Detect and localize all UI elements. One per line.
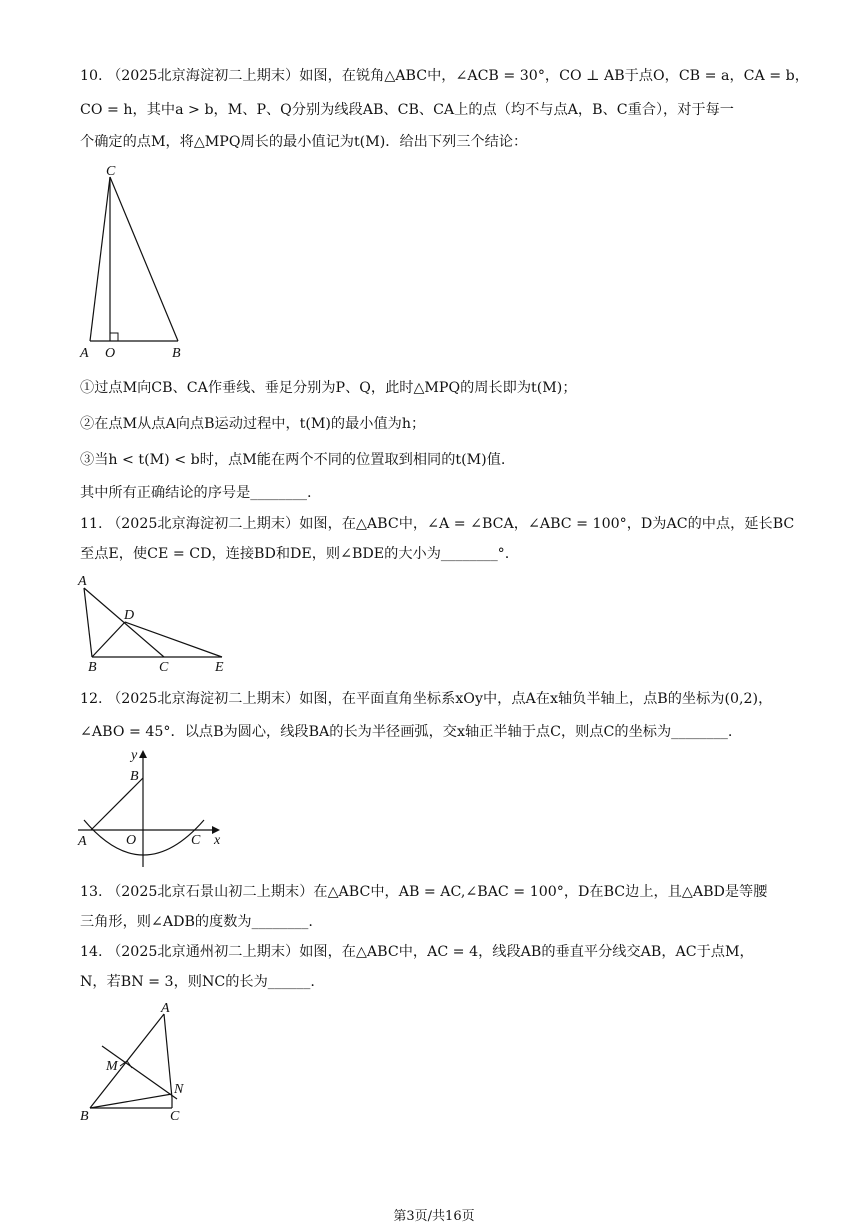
q14-label-b: B <box>80 1109 89 1124</box>
page-footer: 第3页/共16页 <box>393 1209 475 1224</box>
q13-line-1: 13. （2025北京石景山初二上期末）在△ABC中，AB = AC,∠BAC = 100°，D在BC边上，且△ABD是等腰 <box>80 884 768 900</box>
q12-line-2: ∠ABO = 45°．以点B为圆心，线段BA的长为半径画弧，交x轴正半轴于点C，则点C的坐标为________. <box>80 724 733 740</box>
q11-line-1: 11. （2025北京海淀初二上期末）如图，在△ABC中，∠A = ∠BCA，∠ABC = 100°，D为AC的中点，延长BC <box>80 516 795 532</box>
q14-line-1: 14. （2025北京通州初二上期末）如图，在△ABC中，AC = 4，线段AB的垂直平分线交AB，AC于点M， <box>80 944 754 960</box>
q12-label-y: y <box>131 748 138 763</box>
q14-label-n: N <box>174 1082 184 1097</box>
q12-label-a: A <box>78 834 87 849</box>
q10-label-b: B <box>172 346 181 361</box>
q10-conclusion-1: ①过点M向CB、CA作垂线、垂足分别为P、Q，此时△MPQ的周长即为t(M)； <box>80 380 577 396</box>
q10-line-2: CO = h，其中a > b，M、P、Q分别为线段AB、CB、CA上的点（均不与点A，B、C重合），对于每一 <box>80 102 734 118</box>
q14-triangle-figure <box>74 998 214 1128</box>
q14-label-a: A <box>161 1001 170 1016</box>
q11-label-d: D <box>124 608 135 623</box>
q14-label-c: C <box>170 1109 180 1124</box>
q11-line-2: 至点E，使CE = CD，连接BD和DE，则∠BDE的大小为________°. <box>80 546 510 562</box>
q12-coordinate-figure <box>74 745 234 870</box>
q10-line-3: 个确定的点M，将△MPQ周长的最小值记为t(M)．给出下列三个结论： <box>80 134 528 150</box>
q14-label-m: M <box>106 1059 118 1074</box>
q11-label-b: B <box>88 660 97 675</box>
q14-line-2: N，若BN = 3，则NC的长为______. <box>80 974 315 990</box>
q10-label-a: A <box>80 346 89 361</box>
q10-conclusion-3: ③当h < t(M) < b时，点M能在两个不同的位置取到相同的t(M)值. <box>80 452 506 468</box>
q12-label-x: x <box>214 833 221 848</box>
q10-line-1: 10. （2025北京海淀初二上期末）如图，在锐角△ABC中，∠ACB = 30°，CO ⊥ AB于点O，CB = a，CA = b， <box>80 68 809 84</box>
q11-label-a: A <box>78 574 87 589</box>
q11-triangle-figure <box>74 570 234 675</box>
q10-label-c: C <box>106 164 116 179</box>
q11-label-e: E <box>215 660 224 675</box>
q13-line-2: 三角形，则∠ADB的度数为________. <box>80 914 313 930</box>
q10-conclusion-2: ②在点M从点A向点B运动过程中，t(M)的最小值为h； <box>80 416 426 432</box>
q10-label-o: O <box>105 346 116 361</box>
q12-line-1: 12. （2025北京海淀初二上期末）如图，在平面直角坐标系xOy中，点A在x轴负半轴上，点B的坐标为(0,2)， <box>80 691 773 707</box>
q10-triangle-figure <box>72 160 202 365</box>
q10-ask: 其中所有正确结论的序号是________. <box>80 485 312 501</box>
q12-label-o: O <box>126 833 137 848</box>
q12-label-c: C <box>191 833 201 848</box>
q12-label-b: B <box>130 769 139 784</box>
q11-label-c: C <box>159 660 169 675</box>
